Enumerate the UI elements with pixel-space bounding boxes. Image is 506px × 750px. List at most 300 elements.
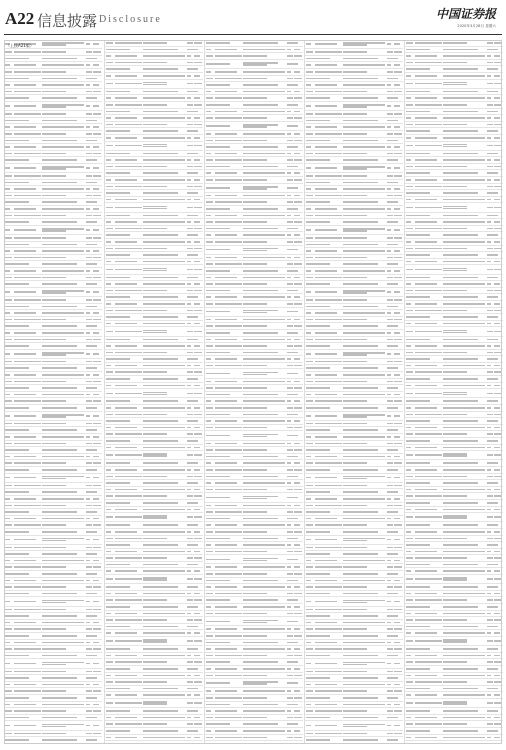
table-cell <box>194 606 203 608</box>
text-line <box>106 710 115 712</box>
text-line <box>294 91 300 93</box>
text-line <box>5 423 12 425</box>
table-cell <box>215 482 243 484</box>
table-cell <box>143 544 187 546</box>
text-line <box>106 130 115 132</box>
table-row <box>4 350 102 359</box>
table-cell <box>305 64 315 66</box>
text-line <box>86 400 92 402</box>
table-cell <box>343 332 387 334</box>
text-line <box>294 97 302 99</box>
text-line <box>106 75 111 77</box>
text-line <box>93 140 97 142</box>
text-line <box>143 104 167 106</box>
text-line <box>86 733 92 735</box>
text-line <box>194 283 200 285</box>
text-line <box>215 159 242 161</box>
table-cell <box>215 364 243 366</box>
table-cell <box>215 55 243 57</box>
table-row <box>305 509 403 516</box>
table-cell <box>387 380 394 382</box>
text-line <box>287 524 291 526</box>
text-line <box>187 137 191 139</box>
text-line <box>42 642 84 644</box>
table-cell <box>305 139 315 141</box>
text-line <box>315 415 337 417</box>
table-cell <box>387 415 394 417</box>
table-cell <box>115 61 143 63</box>
table-cell <box>315 105 343 107</box>
table-cell <box>194 260 203 262</box>
table-cell <box>287 566 294 568</box>
table-row <box>205 555 303 564</box>
table-row <box>105 383 203 390</box>
table-cell <box>143 639 187 643</box>
text-line <box>243 655 267 657</box>
text-line <box>106 153 115 155</box>
table-cell <box>187 462 194 464</box>
text-line <box>287 489 293 491</box>
text-line <box>143 551 185 553</box>
table-cell <box>14 648 42 650</box>
text-line <box>294 414 298 416</box>
text-line <box>194 352 202 354</box>
table-cell <box>294 276 303 278</box>
text-line <box>343 416 367 418</box>
text-line <box>394 325 398 327</box>
text-line <box>42 697 77 699</box>
table-cell <box>205 165 215 167</box>
table-row <box>305 489 403 496</box>
table-cell <box>305 305 315 307</box>
table-cell <box>93 299 102 301</box>
table-cell <box>115 736 143 738</box>
text-line <box>315 270 337 272</box>
text-line <box>243 449 267 451</box>
text-line <box>306 263 315 265</box>
table-cell <box>93 133 102 135</box>
table-cell <box>187 495 194 497</box>
table-cell <box>115 371 143 373</box>
text-line <box>206 187 215 189</box>
table-cell <box>243 351 287 353</box>
text-line <box>143 694 185 696</box>
table-cell <box>105 413 115 415</box>
text-line <box>206 195 211 197</box>
table-cell <box>143 61 187 63</box>
table-row <box>4 213 102 220</box>
text-line <box>106 743 113 744</box>
table-cell <box>194 104 203 106</box>
table-row <box>4 206 102 213</box>
table-cell <box>14 152 42 154</box>
text-line <box>387 244 394 246</box>
table-cell <box>105 723 115 725</box>
text-line <box>187 153 194 155</box>
text-line <box>206 505 211 507</box>
table-cell <box>205 648 215 650</box>
text-line <box>243 358 285 360</box>
table-cell <box>315 393 343 395</box>
text-line <box>187 83 193 85</box>
table-cell <box>315 57 343 59</box>
table-cell <box>387 400 394 402</box>
table-cell <box>105 309 115 311</box>
table-cell <box>394 380 403 382</box>
text-line <box>394 175 402 177</box>
text-line <box>14 78 29 80</box>
table-cell <box>305 270 315 272</box>
table-cell <box>86 221 93 223</box>
table-cell <box>14 90 42 92</box>
table-cell <box>93 724 102 726</box>
table-row <box>105 692 203 699</box>
text-line <box>143 97 185 99</box>
table-cell <box>205 71 215 73</box>
table-cell <box>115 192 143 194</box>
text-line <box>387 485 393 487</box>
text-line <box>215 42 230 44</box>
table-cell <box>287 318 294 320</box>
text-line <box>42 188 84 190</box>
text-line <box>315 524 342 526</box>
table-cell <box>294 413 303 415</box>
text-line <box>42 140 77 142</box>
text-line <box>187 420 194 422</box>
text-line <box>86 332 90 334</box>
table-cell <box>42 181 86 183</box>
text-line <box>106 117 111 119</box>
table-cell <box>93 697 102 699</box>
table-row <box>4 688 102 695</box>
text-line <box>215 228 230 230</box>
table-cell <box>143 254 187 256</box>
text-line <box>215 648 237 650</box>
text-line <box>42 106 66 108</box>
text-line <box>106 640 113 642</box>
table-cell <box>205 310 215 312</box>
text-line <box>343 306 378 308</box>
table-cell <box>143 592 187 594</box>
text-line <box>315 394 337 396</box>
table-cell <box>4 229 14 231</box>
table-cell <box>287 654 294 656</box>
table-cell <box>187 440 194 442</box>
table-cell <box>143 227 187 229</box>
text-line <box>115 476 142 478</box>
text-line <box>86 423 92 425</box>
table-cell <box>394 312 403 314</box>
table-cell <box>105 625 115 627</box>
table-cell <box>205 488 215 490</box>
text-line <box>306 120 315 122</box>
table-row <box>105 80 203 89</box>
text-line <box>42 367 77 369</box>
text-line <box>294 257 300 259</box>
table-row <box>4 242 102 249</box>
table-cell <box>394 126 403 128</box>
text-line <box>143 681 167 683</box>
text-line <box>343 381 367 383</box>
text-line <box>194 145 202 147</box>
table-row <box>205 76 303 83</box>
text-line <box>5 407 14 409</box>
text-line <box>215 97 242 99</box>
text-line <box>106 159 111 161</box>
text-line <box>86 43 90 45</box>
text-line <box>206 241 213 243</box>
table-cell <box>194 144 203 146</box>
text-line <box>194 502 198 504</box>
text-line <box>93 201 97 203</box>
table-cell <box>215 201 243 203</box>
table-cell <box>343 449 387 451</box>
text-line <box>306 175 313 177</box>
text-line <box>343 387 378 389</box>
text-line <box>243 195 285 197</box>
table-cell <box>194 152 203 154</box>
text-line <box>106 702 113 704</box>
text-line <box>86 126 90 128</box>
table-cell <box>86 43 93 45</box>
text-line <box>294 55 302 57</box>
table-cell <box>4 146 14 148</box>
table-cell <box>205 504 215 506</box>
table-cell <box>86 57 93 59</box>
text-line <box>215 511 242 513</box>
table-cell <box>215 256 243 258</box>
text-line <box>106 55 111 57</box>
text-line <box>194 215 198 217</box>
table-cell <box>14 442 42 444</box>
table-cell <box>14 400 42 402</box>
table-row <box>305 536 403 545</box>
text-line <box>93 491 97 493</box>
text-line <box>315 43 337 45</box>
table-cell <box>93 64 102 66</box>
table-cell <box>305 159 315 161</box>
table-cell <box>287 372 294 374</box>
table-cell <box>105 599 115 601</box>
text-line <box>243 683 267 685</box>
table-row <box>4 248 102 255</box>
table-cell <box>243 462 287 464</box>
table-cell <box>287 537 294 539</box>
table-cell <box>14 353 42 355</box>
text-line <box>394 84 400 86</box>
table-cell <box>187 668 194 670</box>
table-cell <box>387 374 394 376</box>
table-cell <box>315 175 343 177</box>
text-line <box>42 244 77 246</box>
text-line <box>115 730 130 732</box>
table-row <box>305 213 403 220</box>
text-line <box>14 208 36 210</box>
table-cell <box>86 429 93 431</box>
text-line <box>86 449 93 451</box>
text-line <box>106 234 115 236</box>
text-line <box>243 296 285 298</box>
table-cell <box>14 455 42 457</box>
text-line <box>243 400 285 402</box>
text-line <box>287 682 294 684</box>
text-line <box>315 250 337 252</box>
table-row <box>305 219 403 226</box>
table-row <box>305 365 403 372</box>
table-cell <box>194 710 203 712</box>
table-cell <box>243 407 287 409</box>
text-line <box>294 717 302 719</box>
table-cell <box>205 256 215 258</box>
text-line <box>5 361 12 363</box>
text-line <box>86 443 92 445</box>
text-line <box>387 250 391 252</box>
text-line <box>343 201 378 203</box>
table-cell <box>315 299 343 301</box>
table-row <box>205 122 303 131</box>
table-cell <box>143 309 187 311</box>
text-line <box>306 64 311 66</box>
table-row <box>205 431 303 440</box>
table-cell <box>294 558 303 560</box>
text-line <box>194 586 198 588</box>
table-cell <box>315 77 343 79</box>
table-cell <box>315 332 343 334</box>
text-line <box>287 668 291 670</box>
table-cell <box>86 415 93 417</box>
table-cell <box>105 674 115 676</box>
table-cell <box>294 263 303 265</box>
text-line <box>5 609 12 611</box>
table-cell <box>215 97 243 99</box>
table-row <box>205 308 303 317</box>
table-cell <box>42 553 86 555</box>
table-cell <box>215 674 243 676</box>
text-line <box>194 544 198 546</box>
table-cell <box>194 221 203 223</box>
table-cell <box>205 537 215 539</box>
table-row <box>4 591 102 598</box>
text-line <box>243 153 285 155</box>
text-line <box>387 105 391 107</box>
table-cell <box>215 90 243 92</box>
text-line <box>387 374 391 376</box>
text-line <box>243 544 285 546</box>
text-line <box>215 172 237 174</box>
text-line <box>287 538 294 540</box>
table-cell <box>194 214 203 216</box>
table-cell <box>187 303 194 305</box>
table-cell <box>86 312 93 314</box>
text-line <box>287 249 294 251</box>
table-cell <box>205 674 215 676</box>
text-line <box>206 257 211 259</box>
text-line <box>215 690 237 692</box>
text-line <box>5 593 14 595</box>
text-line <box>187 730 194 732</box>
text-line <box>14 133 41 135</box>
table-cell <box>143 407 187 409</box>
table-cell <box>86 250 93 252</box>
text-line <box>287 566 291 568</box>
text-line <box>93 361 101 363</box>
text-line <box>387 140 394 142</box>
text-line <box>106 717 111 719</box>
table-row <box>205 666 303 673</box>
text-line <box>394 201 398 203</box>
table-cell <box>4 683 14 685</box>
table-row <box>305 297 403 304</box>
table-cell <box>343 387 387 389</box>
table-row <box>205 151 303 158</box>
table-cell <box>143 221 187 223</box>
text-line <box>343 462 367 464</box>
table-cell <box>243 201 287 203</box>
text-line <box>287 146 294 148</box>
text-line <box>343 339 367 341</box>
table-cell <box>315 194 343 196</box>
table-cell <box>287 283 294 285</box>
table-cell <box>187 723 194 725</box>
table-row <box>205 379 303 386</box>
table-cell <box>387 270 394 272</box>
text-line <box>86 436 90 438</box>
table-cell <box>194 681 203 683</box>
text-line <box>93 733 101 735</box>
table-cell <box>305 538 315 540</box>
text-line <box>93 270 99 272</box>
text-line <box>86 257 92 259</box>
text-line <box>215 117 242 119</box>
table-cell <box>343 318 387 320</box>
table-row <box>305 102 403 111</box>
table-row <box>105 673 203 680</box>
table-cell <box>215 592 243 594</box>
text-line <box>387 120 394 122</box>
table-cell <box>143 475 187 477</box>
text-line <box>343 64 385 66</box>
text-line <box>343 423 367 425</box>
text-line <box>93 704 99 706</box>
text-line <box>106 345 111 347</box>
text-line <box>206 117 213 119</box>
table-cell <box>243 537 287 539</box>
text-line <box>93 84 99 86</box>
text-line <box>143 84 167 86</box>
table-cell <box>14 484 42 486</box>
text-line <box>294 290 298 292</box>
text-line <box>42 270 84 272</box>
table-cell <box>305 263 315 265</box>
table-cell <box>93 387 102 389</box>
text-line <box>206 675 213 677</box>
table-cell <box>294 620 303 622</box>
text-line <box>14 153 41 155</box>
table-cell <box>143 316 187 318</box>
text-line <box>5 263 14 265</box>
table-cell <box>215 586 243 588</box>
text-line <box>93 97 97 99</box>
table-cell <box>343 345 387 347</box>
table-row <box>4 708 102 715</box>
table-cell <box>315 181 343 183</box>
table-cell <box>42 537 86 541</box>
text-line <box>287 201 293 203</box>
table-cell <box>42 546 86 548</box>
table-cell <box>115 338 143 340</box>
table-cell <box>115 123 143 125</box>
text-line <box>5 573 14 575</box>
